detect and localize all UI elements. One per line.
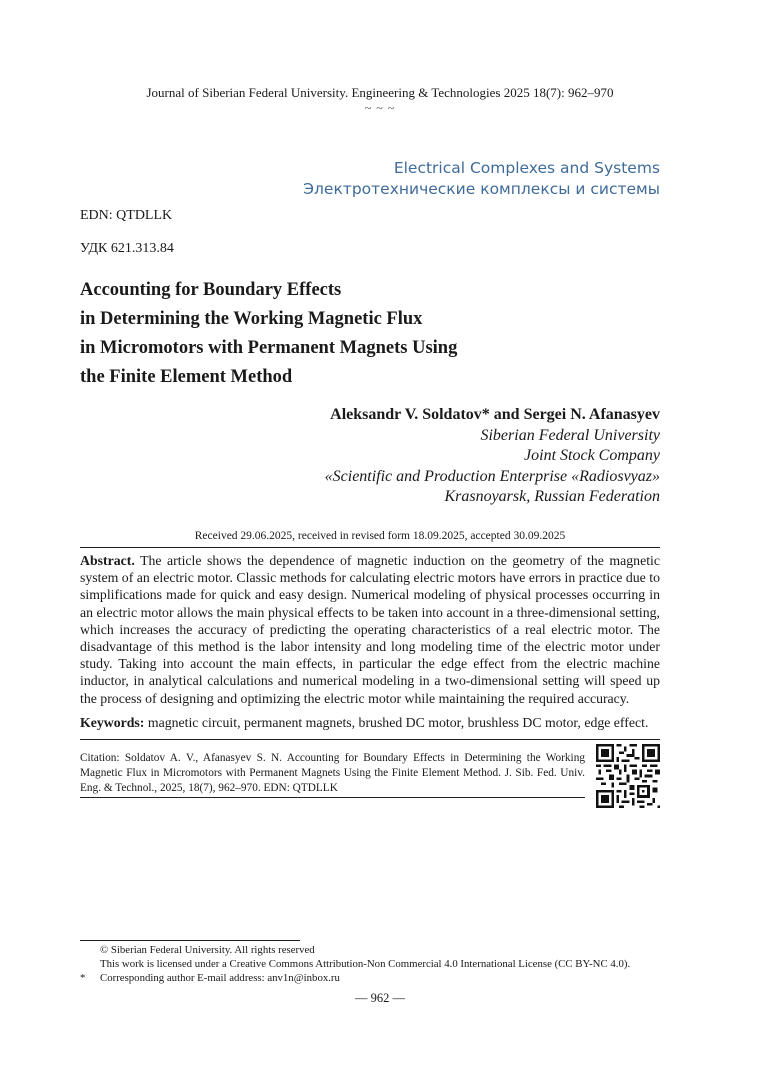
affiliation-line: «Scientific and Production Enterprise «Radiosvyaz» (324, 467, 660, 485)
footnote-marker: * (80, 972, 86, 984)
corresponding-author-text: Corresponding author E-mail address: anv1n@inbox.ru (100, 972, 340, 984)
divider (80, 547, 660, 548)
license-note: This work is licensed under a Creative Commons Attribution-Non Commercial 4.0 International License (CC BY-NC 4.0). (100, 958, 631, 970)
section-title-ru: Электротехнические комплексы и системы (303, 180, 660, 198)
header-ornament: ~ ~ ~ (364, 101, 396, 115)
abstract-text: The article shows the dependence of magnetic induction on the geometry of the magnetic system of an electric motor. Classic methods for calculating electric motors have errors in practice due to simplifications made for quick and easy design. Numerical modeling of physical processes occurring in an electric motor allows the main physical effects to be taken into account in a three-dimensional setting, which increases the accuracy of predicting the operating characteristics of a real electric motor. The disadvantage of this method is the labor intensity and long modeling time of the electric motor under study. Taking into account the main effects, in particular the edge effect from the electric machine inductor, in analytical calculations and numerical modeling in a two-dimensional setting will speed up the process of designing and optimizing the electric motor while maintaining the required accuracy. (80, 553, 660, 706)
footnote-divider (80, 940, 300, 941)
keywords (80, 714, 660, 731)
section-title-en: Electrical Complexes and Systems (393, 159, 660, 177)
keywords-label: Keywords: (80, 715, 145, 730)
abstract (80, 552, 660, 707)
divider (80, 797, 585, 798)
affiliation-line: Joint Stock Company (524, 447, 660, 465)
title-line: in Micromotors with Permanent Magnets Using (80, 338, 458, 358)
author-block (325, 405, 660, 508)
corresponding-author-note (80, 971, 340, 985)
page-number: — 962 — (355, 991, 405, 1005)
divider (80, 739, 660, 740)
edn-code: EDN: QTDLLK (80, 208, 173, 223)
qr-code-icon (596, 744, 660, 808)
copyright-note: © Siberian Federal University. All rights reserved (100, 944, 315, 956)
citation: Citation: Soldatov A. V., Afanasyev S. N. Accounting for Boundary Effects in Determining the Working Magnetic Flux in Micromotors with Permanent Magnets Using the Finite Element Method. J. Sib. Fed. Univ. Eng. & Technol., 2025, 18(7), 962–970. EDN: QTDLLK (80, 752, 585, 794)
udk-code: УДК 621.313.84 (80, 241, 174, 256)
title-line: the Finite Element Method (80, 367, 293, 387)
abstract-label: Abstract. (80, 553, 135, 568)
journal-header: Journal of Siberian Federal University. Engineering & Technologies 2025 18(7): 962–970 (146, 85, 614, 100)
section-heading (303, 158, 660, 200)
affiliation-line: Krasnoyarsk, Russian Federation (444, 488, 660, 506)
article-title (80, 276, 640, 392)
keywords-text: magnetic circuit, permanent magnets, brushed DC motor, brushless DC motor, edge effect. (147, 715, 649, 730)
author-names: Aleksandr V. Soldatov* and Sergei N. Afanasyev (330, 406, 660, 423)
title-line: Accounting for Boundary Effects (80, 280, 342, 300)
affiliation-line: Siberian Federal University (480, 426, 660, 444)
received-dates: Received 29.06.2025, received in revised form 18.09.2025, accepted 30.09.2025 (194, 530, 566, 542)
title-line: in Determining the Working Magnetic Flux (80, 309, 423, 329)
